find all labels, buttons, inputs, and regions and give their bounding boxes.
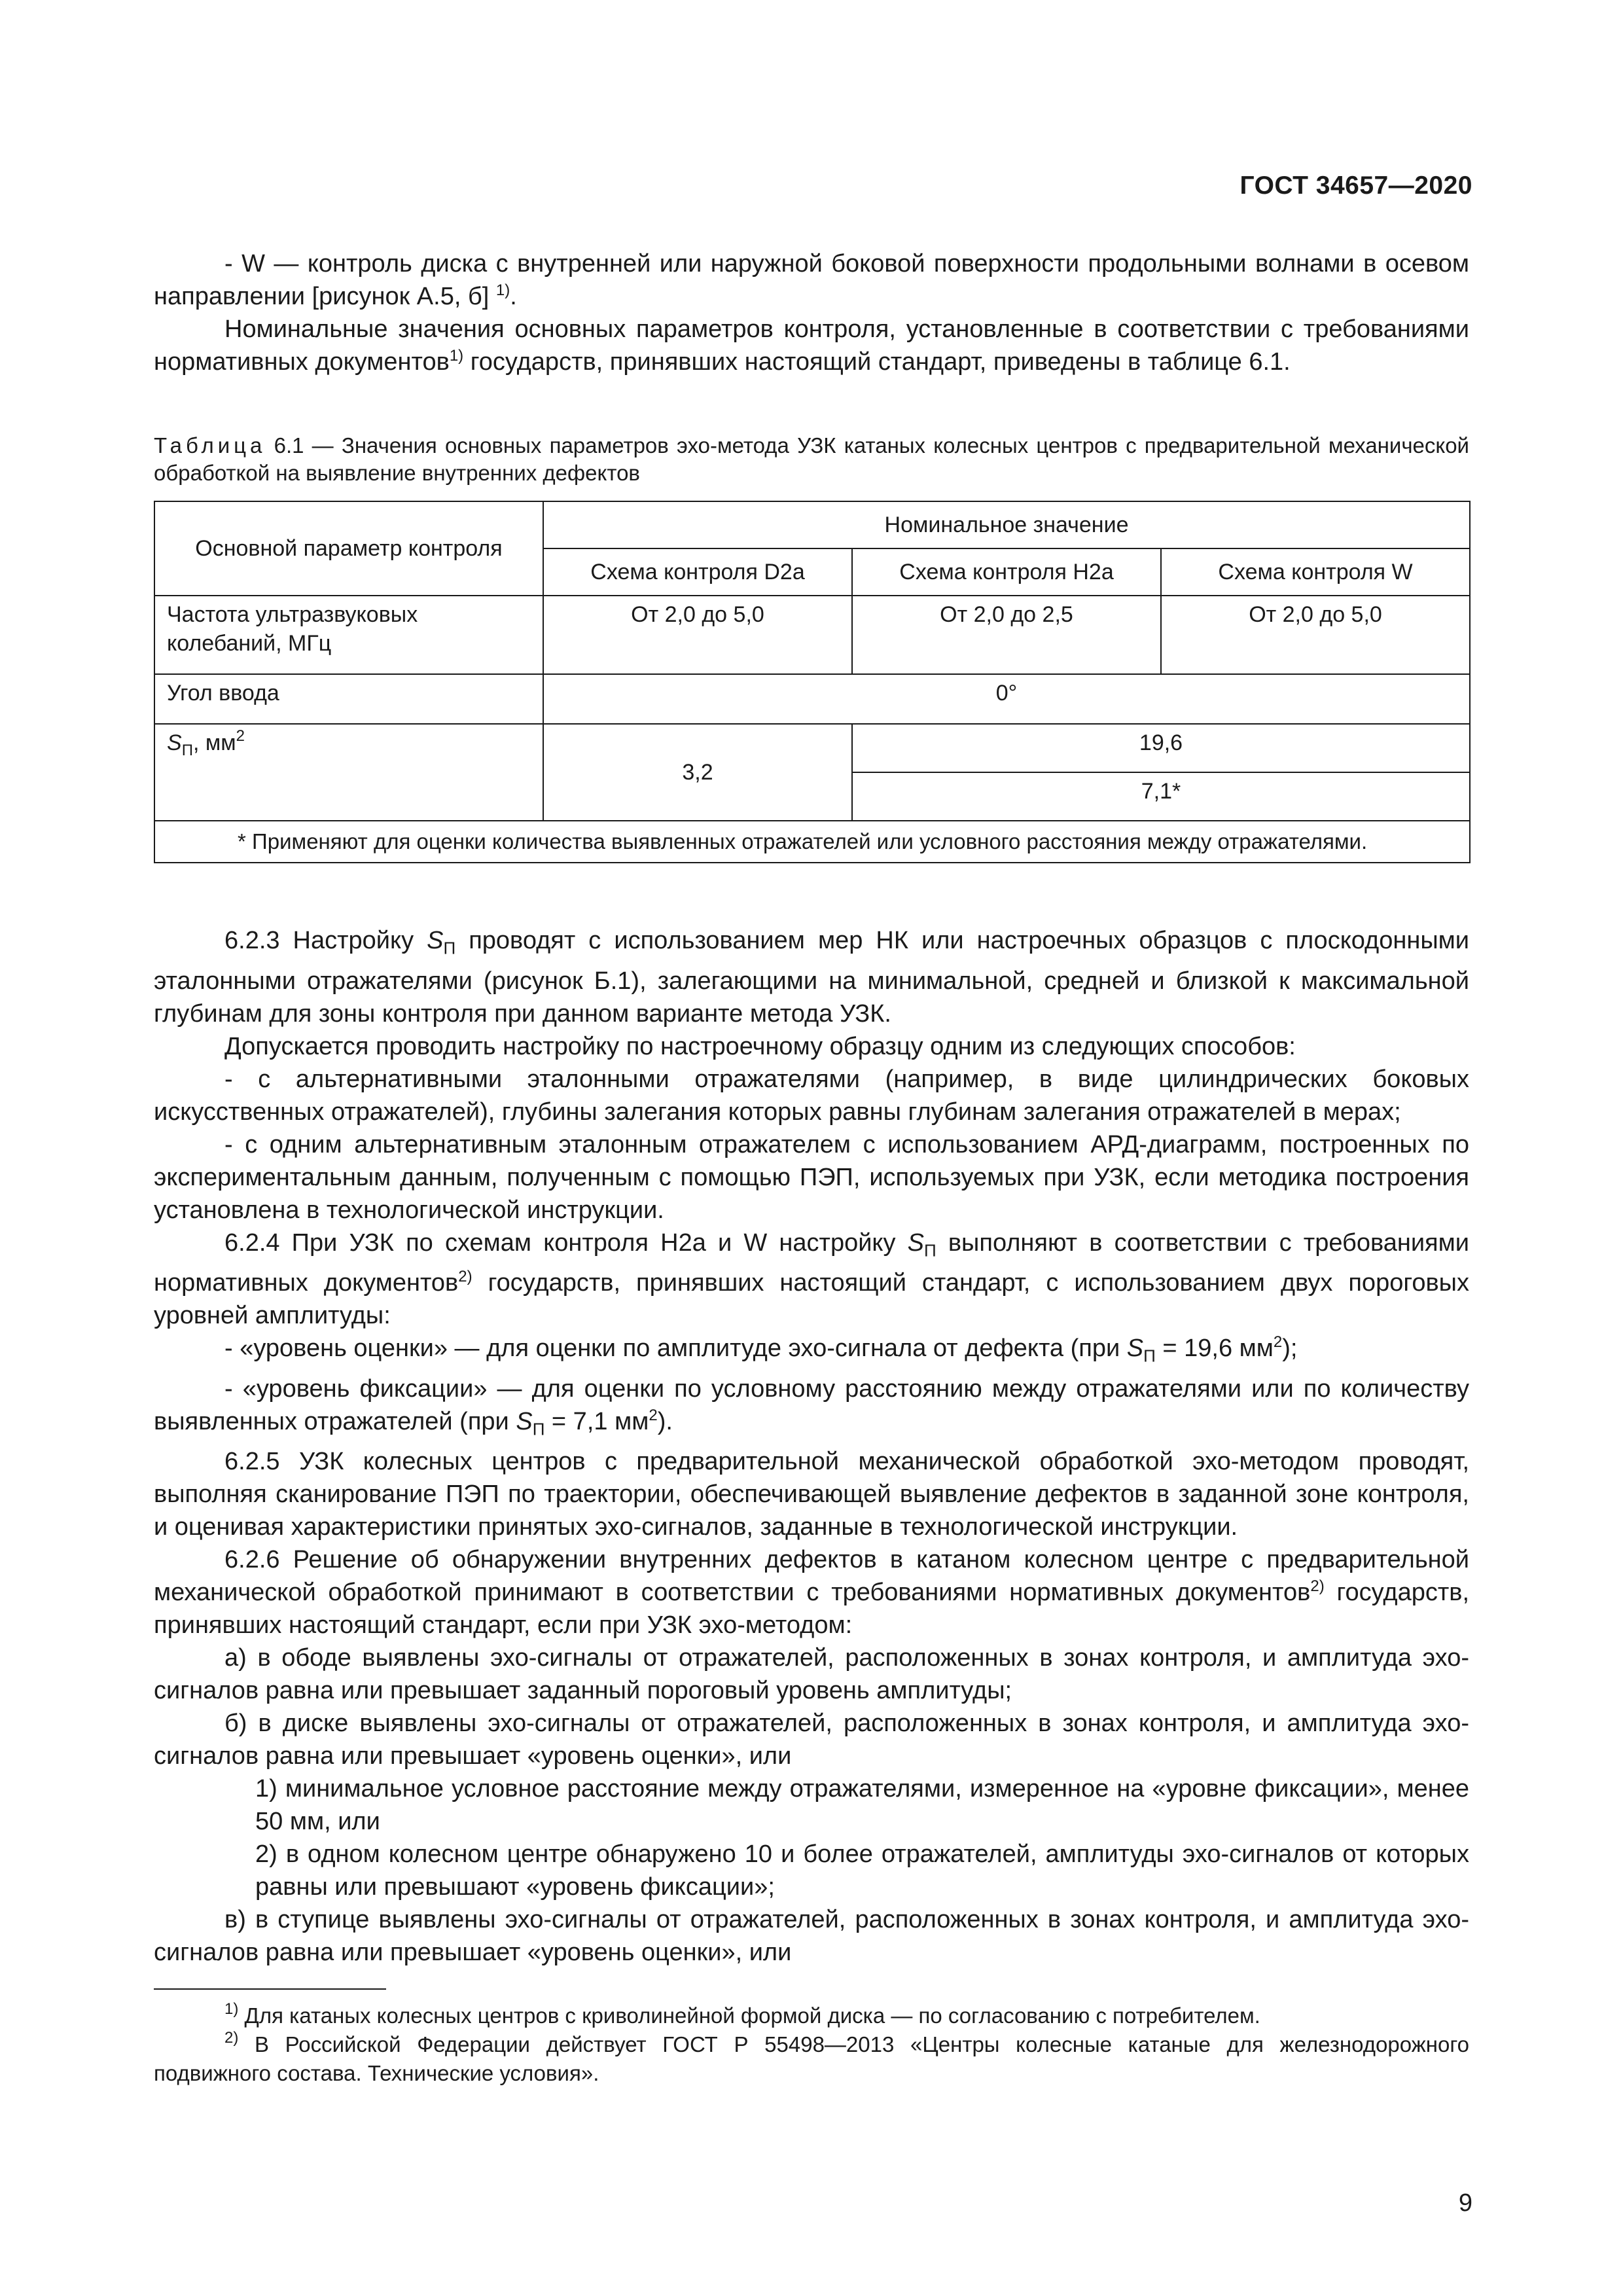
paragraph-allowed: Допускается проводить настройку по настроечному образцу одним из следующих способов: — [224, 1032, 1296, 1060]
table-row-sp-label: $S_П$, $мм^2$ — [154, 724, 543, 821]
table-caption-label: Таблица — [154, 433, 266, 457]
footnote-2: $^{2)}$ В Российской Федерации действует ГОСТ Р 55498—2013 «Центры колесные катаные для железнодорожного подвижного состава. Технические условия». — [154, 2029, 1469, 2085]
paragraph-6-2-4: 6.2.4 При УЗК по схемам контроля H2a и W настройку $S_П$ выполняют в соответствии с требованиями нормативных документов$^{2)}$ государств, принявших настоящий стандарт, с использованием двух пороговых уровней амплитуды: — [154, 1229, 1469, 1330]
table-header-param: Основной параметр контроля — [154, 501, 543, 596]
paragraph-level-fixation: - «уровень фиксации» — для оценки по условному расстоянию между отражателями или по количеству выявленных отражателей (при $S_П = 7,1$ $мм^2$). — [154, 1374, 1469, 1439]
footnotes — [154, 2001, 1469, 2088]
paragraph-alt-reflectors: - с альтернативными эталонными отражателями (например, в виде цилиндрических боковых искусственных отражателей), глубины залегания которых равны глубинам залегания отражателей в мерах; — [154, 1065, 1469, 1126]
table-row-frequency-label: Частота ультразвуковых колебаний, МГц — [154, 596, 543, 674]
table-header-h2a: Схема контроля H2a — [852, 548, 1161, 596]
paragraph-item-b1: 1) минимальное условное расстояние между отражателями, измеренное на «уровне фиксации», менее 50 мм, или — [255, 1775, 1469, 1836]
paragraph-item-b2: 2) в одном колесном центре обнаружено 10 и более отражателей, амплитуды эхо-сигналов от которых равны или превышают «уровень фиксации»; — [255, 1840, 1469, 1901]
table-row-angle-label: Угол ввода — [154, 674, 543, 724]
table-cell-sp-d2a: 3,2 — [543, 724, 852, 821]
paragraph-ard-diagrams: - с одним альтернативным эталонным отражателем с использованием АРД-диаграмм, построенных по экспериментальным данным, полученным с помощью ПЭП, используемых при УЗК, если методика построения установлена в технологической инструкции. — [154, 1130, 1469, 1224]
paragraph-w-scheme: - W — контроль диска с внутренней или наружной боковой поверхности продольными волнами в осевом направлении [рисунок А.5, б] $^{1)}$. — [154, 250, 1469, 310]
paragraph-nominal-values: Номинальные значения основных параметров контроля, установленные в соответствии с требованиями нормативных документов$^{1)}$ государств, принявших настоящий стандарт, приведены в таблице 6.1. — [154, 315, 1469, 376]
table-cell-frequency-h2a: От 2,0 до 2,5 — [852, 596, 1161, 674]
main-body — [154, 924, 1469, 1969]
table-cell-sp-hw-2: 7,1* — [852, 772, 1470, 821]
paragraph-item-a: а) в ободе выявлены эхо-сигналы от отражателей, расположенных в зонах контроля, и амплитуда эхо-сигналов равна или превышает заданный пороговый уровень амплитуды; — [154, 1644, 1469, 1705]
table-cell-frequency-w: От 2,0 до 5,0 — [1161, 596, 1470, 674]
table-cell-angle-value: 0° — [543, 674, 1470, 724]
table-caption — [154, 432, 1469, 487]
table-caption-text: 6.1 — Значения основных параметров эхо-метода УЗК катаных колесных центров с предварительной механической обработкой на выявление внутренних дефектов — [154, 433, 1469, 485]
paragraph-level-evaluation: - «уровень оценки» — для оценки по амплитуде эхо-сигнала от дефекта (при $S_П = 19,6$ $мм^2$); — [224, 1333, 1298, 1366]
document-header: ГОСТ 34657—2020 — [1240, 171, 1472, 200]
parameters-table — [154, 501, 1471, 863]
table-header-w: Схема контроля W — [1161, 548, 1470, 596]
paragraph-item-b: б) в диске выявлены эхо-сигналы от отражателей, расположенных в зонах контроля, и амплитуда эхо-сигналов равна или превышает «уровень оценки», или — [154, 1710, 1469, 1770]
table-cell-frequency-d2a: От 2,0 до 5,0 — [543, 596, 852, 674]
footnote-divider — [154, 1988, 386, 1990]
table-note: * Применяют для оценки количества выявленных отражателей или условного расстояния между отражателями. — [154, 821, 1470, 863]
paragraph-6-2-6: 6.2.6 Решение об обнаружении внутренних дефектов в катаном колесном центре с предварительной механической обработкой принимают в соответствии с требованиями нормативных документов$^{2)}$ государств, принявших настоящий стандарт, если при УЗК эхо-методом: — [154, 1546, 1469, 1640]
paragraph-item-v: в) в ступице выявлены эхо-сигналы от отражателей, расположенных в зонах контроля, и амплитуда эхо-сигналов равна или превышает «уровень оценки», или — [154, 1906, 1469, 1967]
table-header-d2a: Схема контроля D2a — [543, 548, 852, 596]
paragraph-6-2-5: 6.2.5 УЗК колесных центров с предварительной механической обработкой эхо-методом проводят, выполняя сканирование ПЭП по траектории, обеспечивающей выявление дефектов в заданной зоне контроля, и оценивая характеристики принятых эхо-сигналов, заданные в технологической инструкции. — [154, 1448, 1469, 1541]
page-number: 9 — [1458, 2189, 1472, 2217]
paragraph-6-2-3: 6.2.3 Настройку $S_П$ проводят с использованием мер НК или настроечных образцов с плоскодонными эталонными отражателями (рисунок Б.1), залегающими на минимальной, средней и близкой к максимальной глубинам для зоны контроля при данном варианте метода УЗК. — [154, 927, 1469, 1028]
table-cell-sp-hw-1: 19,6 — [852, 724, 1470, 772]
intro-section — [154, 247, 1469, 378]
table-header-nominal: Номинальное значение — [543, 501, 1470, 548]
footnote-1: $^{1)}$ Для катаных колесных центров с криволинейной формой диска — по согласованию с потребителем. — [224, 2000, 1260, 2028]
